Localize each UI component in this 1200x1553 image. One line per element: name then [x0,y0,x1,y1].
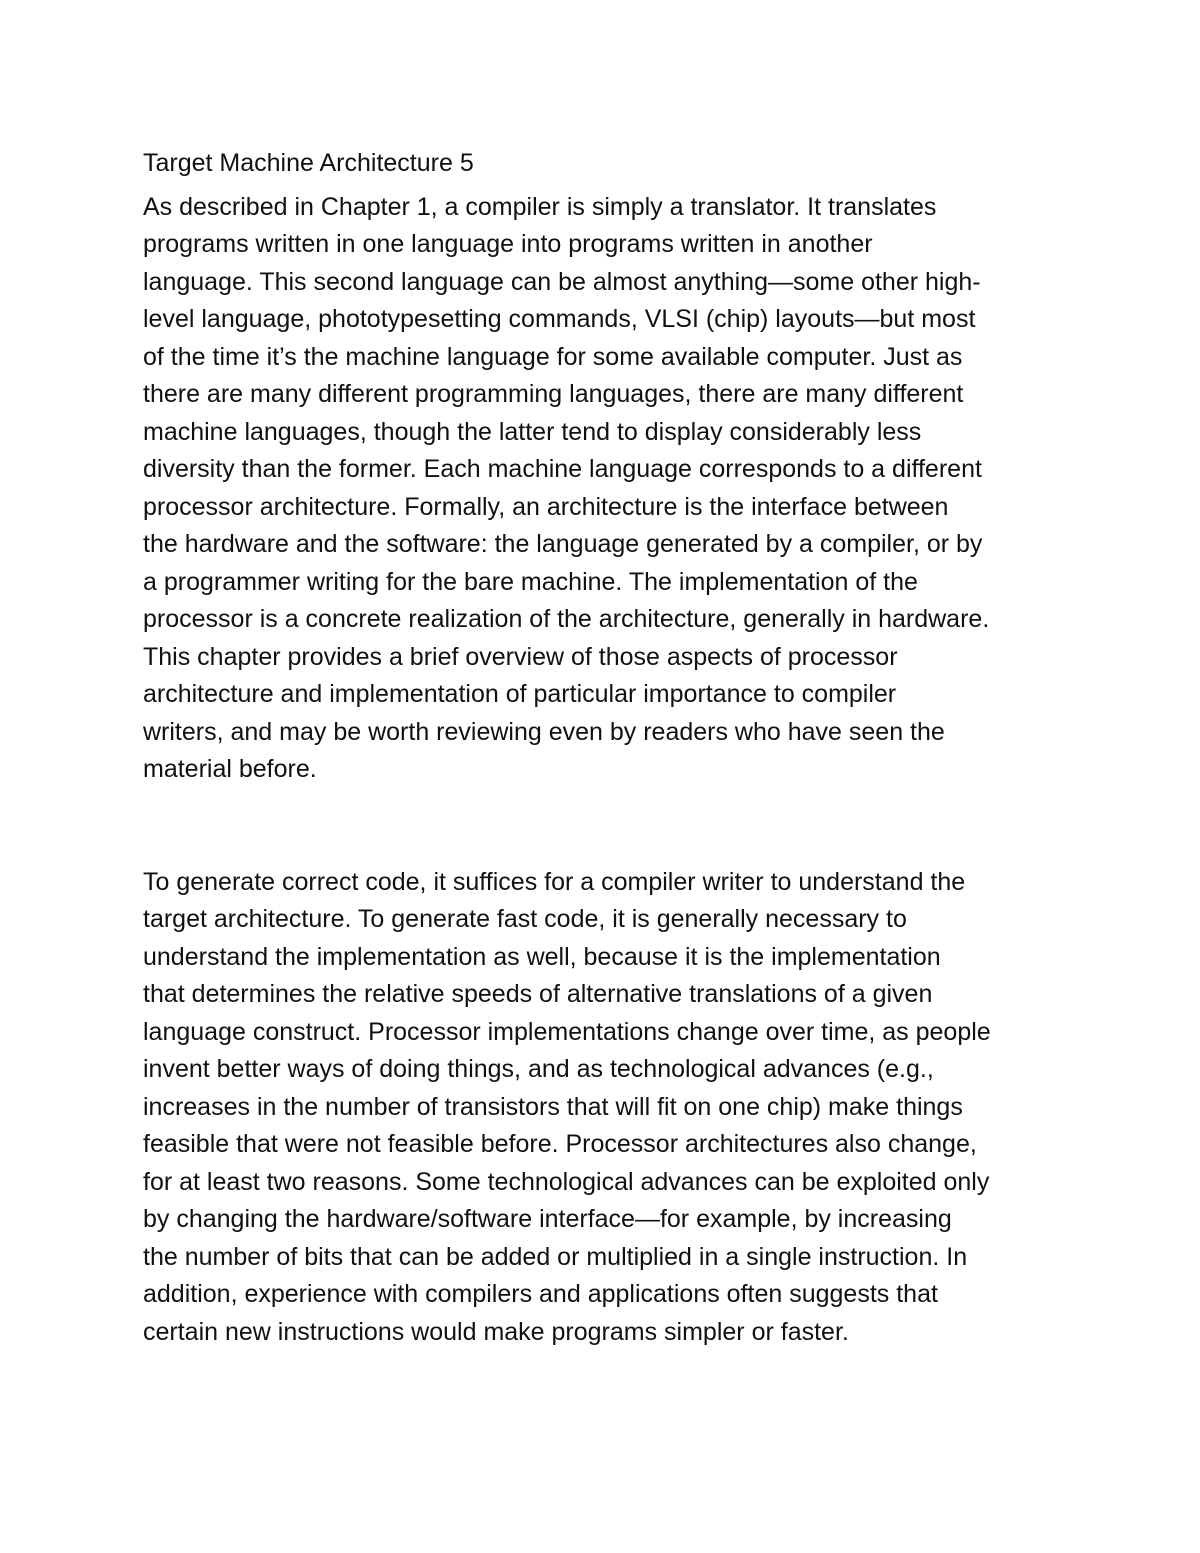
paragraph-2-line: To generate correct code, it suffices for a compiler writer to understand the [143,867,966,896]
paragraph-1-line: diversity than the former. Each machine language corresponds to a different [143,455,982,483]
paragraph-1-line: programs written in one language into programs written in another [143,230,873,258]
paragraph-1-line: processor is a concrete realization of the architecture, generally in hardware. [143,605,990,633]
paragraph-1-line: of the time it’s the machine language for some available computer. Just as [143,342,963,371]
page-title: Target Machine Architecture 5 [143,149,474,177]
paragraph-1-line: This chapter provides a brief overview of those aspects of processor [143,642,898,671]
paragraph-spacing [143,789,1063,864]
paragraph-2-line: certain new instructions would make programs simpler or faster. [143,1317,849,1346]
paragraph-1-line: machine languages, though the latter tend to display considerably less [143,417,922,446]
paragraph-1 [143,189,1063,789]
paragraph-1-line: the hardware and the software: the language generated by a compiler, or by [143,530,983,558]
paragraph-2-line: language construct. Processor implementations change over time, as people [143,1017,991,1046]
paragraph-1-line: As described in Chapter 1, a compiler is simply a translator. It translates [143,192,937,221]
paragraph-1-line: a programmer writing for the bare machine. The implementation of the [143,567,918,596]
paragraph-2-line: addition, experience with compilers and applications often suggests that [143,1280,938,1308]
paragraph-2-line: by changing the hardware/software interface—for example, by increasing [143,1205,952,1233]
paragraph-1-line: there are many different programming languages, there are many different [143,380,964,408]
paragraph-1-line: material before. [143,755,317,783]
paragraph-2-line: that determines the relative speeds of alternative translations of a given [143,980,933,1008]
paragraph-2-line: invent better ways of doing things, and as technological advances (e.g., [143,1055,934,1083]
document-content [143,145,1063,1351]
paragraph-2-line: the number of bits that can be added or multiplied in a single instruction. In [143,1242,968,1271]
paragraph-1-line: language. This second language can be almost anything—some other high- [143,267,981,296]
paragraph-2-line: for at least two reasons. Some technological advances can be exploited only [143,1167,990,1196]
paragraph-1-line: level language, phototypesetting commands, VLSI (chip) layouts—but most [143,305,976,333]
paragraph-2 [143,864,1063,1352]
paragraph-1-line: writers, and may be worth reviewing even by readers who have seen the [143,717,945,746]
paragraph-1-line: architecture and implementation of particular importance to compiler [143,680,897,708]
paragraph-2-line: feasible that were not feasible before. Processor architectures also change, [143,1130,977,1158]
paragraph-2-line: increases in the number of transistors that will fit on one chip) make things [143,1092,963,1121]
paragraph-1-line: processor architecture. Formally, an architecture is the interface between [143,492,949,521]
paragraph-2-line: target architecture. To generate fast code, it is generally necessary to [143,905,907,933]
paragraph-2-line: understand the implementation as well, because it is the implementation [143,942,941,971]
